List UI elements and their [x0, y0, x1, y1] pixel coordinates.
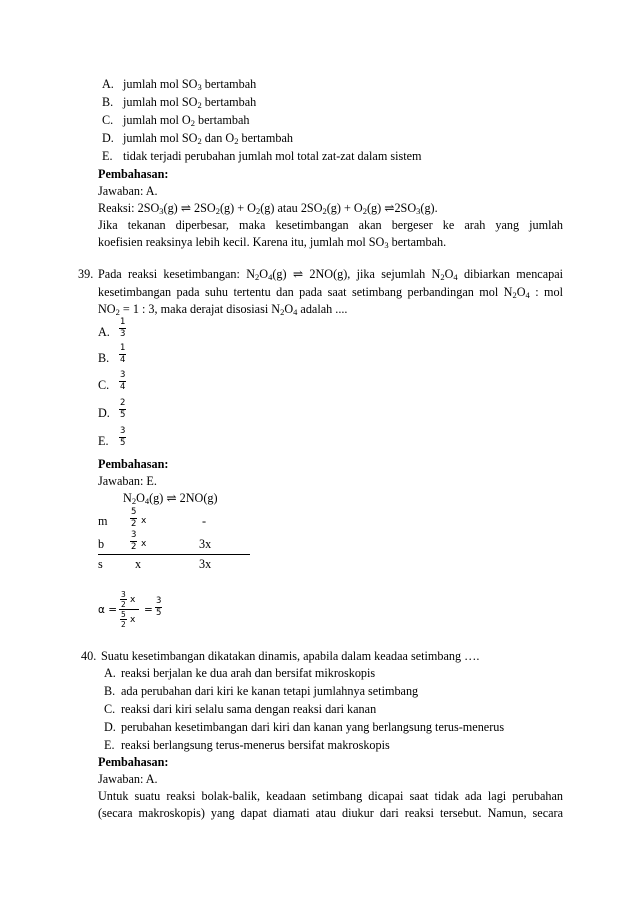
- q39-option-e-fraction: 3 5: [120, 426, 126, 448]
- q40-option-b: B. ada perubahan dari kiri ke kanan tetapi jumlahnya setimbang: [104, 684, 419, 698]
- q39-option-d-fraction: 2 5: [120, 398, 126, 420]
- q39-option-c-fraction: 3 4: [120, 370, 126, 392]
- q40-option-a: A. reaksi berjalan ke dua arah dan bersifat mikroskopis: [104, 666, 376, 680]
- q39-table-row-s-left: x: [135, 557, 142, 571]
- q39-table-row-b-x: x: [141, 539, 147, 549]
- q39-option-a-fraction: 1 3: [120, 317, 126, 339]
- q40-option-c: C. reaksi dari kiri selalu sama dengan reaksi dari kanan: [104, 702, 377, 716]
- q39-number: 39.: [78, 267, 94, 281]
- q39-table-row-m-label: m: [98, 514, 108, 528]
- q39-table-header: $N_2O_4(g)$ ⇌ 2NO(g): [123, 491, 218, 506]
- q40-pembahasan-label: Pembahasan:: [98, 755, 169, 769]
- q39-question-line-1: Pada reaksi kesetimbangan: $N_2O_4(g)$ ⇌ 2NO(g), jika sejumlah $N_2O_4$ dibiarkan mencapai: [98, 267, 563, 282]
- q39-option-c-letter: C.: [98, 378, 110, 392]
- q38-pembahasan-label: Pembahasan:: [98, 167, 169, 181]
- q39-alpha-bottom-x: x: [130, 615, 136, 625]
- table-rule: [98, 554, 250, 555]
- q40-question: Suatu kesetimbangan dikatakan dinamis, apabila dalam keadaa setimbang ….: [101, 649, 480, 663]
- q39-table-row-m-x: x: [141, 516, 147, 526]
- q38-explanation-line-1: Jika tekanan diperbesar, maka kesetimbangan akan bergeser ke arah yang jumlah: [98, 218, 563, 232]
- q38-option-d: D. jumlah mol $SO_2$ dan $O_2$ bertambah: [102, 131, 293, 146]
- q40-explanation-line-2: (secara makroskopis) yang dapat diamati atau diukur dari reaksi tersebut. Namun, secara: [98, 806, 563, 820]
- q38-option-a: A. jumlah mol $SO_3$ bertambah: [102, 77, 257, 92]
- q39-table-row-m-right: -: [202, 514, 207, 528]
- q39-pembahasan-label: Pembahasan:: [98, 457, 169, 471]
- q39-option-a-letter: A.: [98, 325, 110, 339]
- q39-table-row-b-fraction: 3 2: [131, 530, 137, 552]
- q39-alpha-top-x: x: [130, 595, 136, 605]
- q39-jawaban: Jawaban: E.: [98, 474, 157, 488]
- q39-table-row-s-right: 3x: [199, 557, 212, 571]
- q39-alpha-bottom-fraction: 5 2: [121, 610, 126, 629]
- q39-alpha-top-fraction: 3 2: [121, 590, 126, 609]
- q39-option-b-fraction: 1 4: [120, 343, 126, 365]
- q39-alpha-symbol: α =: [98, 604, 118, 616]
- q39-question-line-3: $NO_2 = 1$ : 3, maka derajat disosiasi $N_2O_4$ adalah ....: [98, 302, 348, 317]
- q38-option-c: C. jumlah mol $O_2$ bertambah: [102, 113, 250, 128]
- q38-option-b: B. jumlah mol $SO_2$ bertambah: [102, 95, 257, 110]
- q38-jawaban: Jawaban: A.: [98, 184, 158, 198]
- q40-option-d: D. perubahan kesetimbangan dari kiri dan kanan yang berlangsung terus-menerus: [104, 720, 505, 734]
- q39-table-row-b-right: 3x: [199, 537, 212, 551]
- q39-table-row-m-fraction: 5 2: [131, 507, 137, 529]
- q39-alpha-result-fraction: 3 5: [156, 596, 162, 618]
- q39-alpha-equals: =: [144, 604, 153, 616]
- q40-option-e: E. reaksi berlangsung terus-menerus bersifat makroskopis: [104, 738, 390, 752]
- q39-option-b-letter: B.: [98, 351, 110, 365]
- q40-explanation-line-1: Untuk suatu reaksi bolak-balik, keadaan setimbang dicapai saat tidak ada lagi perubahan: [98, 789, 563, 803]
- q38-reaksi: Reaksi: $2SO_3(g)$ ⇌ $2SO_2(g) + O_2(g)$ atau $2SO_2(g) + O_2(g)$ $\rightleftharpoons 2SO_3(g)$.: [98, 201, 438, 216]
- q38-explanation-line-2: koefisien reaksinya lebih kecil. Karena itu, jumlah mol $SO_3$ bertambah.: [98, 235, 447, 250]
- q39-option-e-letter: E.: [98, 434, 109, 448]
- q40-number: 40.: [81, 649, 97, 663]
- q39-option-d-letter: D.: [98, 406, 110, 420]
- q39-table-row-s-label: s: [98, 557, 103, 571]
- q38-option-e: E. tidak terjadi perubahan jumlah mol total zat-zat dalam sistem: [102, 149, 422, 163]
- q39-question-line-2: kesetimbangan pada suhu tertentu dan pada saat setimbang perbandingan mol $N_2O_4$ : mol: [98, 285, 563, 300]
- q40-jawaban: Jawaban: A.: [98, 772, 158, 786]
- q39-table-row-b-label: b: [98, 537, 105, 551]
